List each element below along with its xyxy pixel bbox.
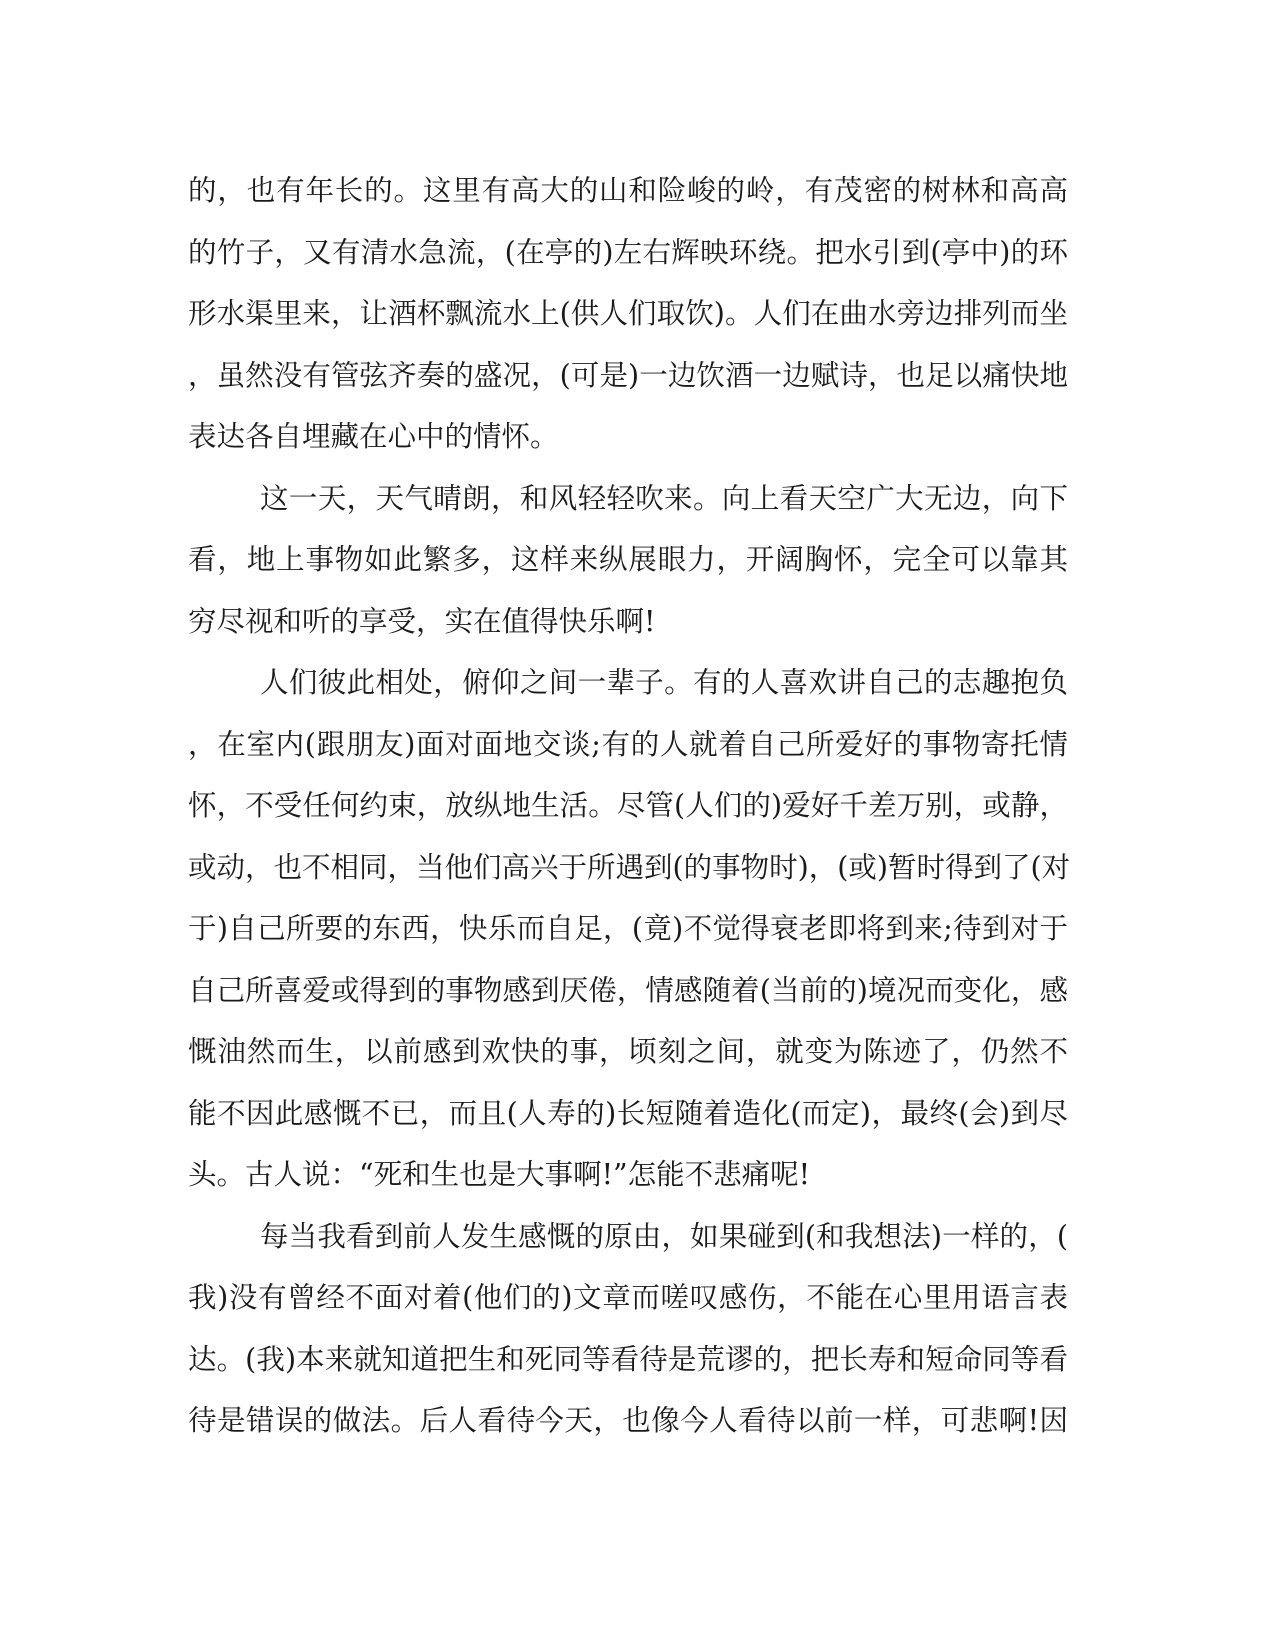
- body-text: [188, 160, 1071, 1452]
- text-line: 表达各自埋藏在心中的情怀。: [188, 420, 559, 453]
- text-line: 每当我看到前人发生感慨的原由，如果碰到(和我想法)一样的，(: [260, 1219, 1068, 1253]
- text-line: 形水渠里来，让酒杯飘流水上(供人们取饮)。人们在曲水旁边排列而坐: [188, 297, 1068, 330]
- text-line: 或动，也不相同，当他们高兴于所遇到(的事物时)，(或)暂时得到了(对: [188, 850, 1071, 884]
- text-line: 看，地上事物如此繁多，这样来纵展眼力，开阔胸怀，完全可以靠其: [188, 543, 1068, 576]
- paragraph-4: [188, 1206, 1068, 1452]
- text-line: 于)自己所要的东西，快乐而自足，(竟)不觉得衰老即将到来;待到对于: [188, 912, 1068, 945]
- text-line: 达。(我)本来就知道把生和死同等看待是荒谬的，把长寿和短命同等看: [188, 1342, 1068, 1376]
- text-line: 人们彼此相处，俯仰之间一辈子。有的人喜欢讲自己的志趣抱负: [260, 666, 1068, 699]
- text-line: 的竹子，又有清水急流，(在亭的)左右辉映环绕。把水引到(亭中)的环: [188, 235, 1068, 269]
- text-line: 怀，不受任何约束，放纵地生活。尽管(人们的)爱好千差万别，或静，: [188, 789, 1068, 822]
- text-line: 慨油然而生，以前感到欢快的事，顷刻之间，就变为陈迹了，仍然不: [188, 1035, 1068, 1068]
- text-line: ，虽然没有管弦齐奏的盛况，(可是)一边饮酒一边赋诗，也足以痛快地: [188, 358, 1068, 392]
- paragraph-2: [188, 468, 1068, 653]
- text-line: 的，也有年长的。这里有高大的山和险峻的岭，有茂密的树林和高高: [188, 174, 1068, 207]
- text-line: 我)没有曾经不面对着(他们的)文章而嗟叹感伤，不能在心里用语言表: [188, 1281, 1068, 1314]
- text-line: 能不因此感慨不已，而且(人寿的)长短随着造化(而定)，最终(会)到尽: [188, 1096, 1068, 1130]
- text-line: ，在室内(跟朋友)面对面地交谈;有的人就着自己所爱好的事物寄托情: [188, 727, 1068, 761]
- text-line: 头。古人说：“死和生也是大事啊!”怎能不悲痛呢!: [188, 1158, 811, 1191]
- text-line: 穷尽视和听的享受，实在值得快乐啊!: [188, 604, 656, 638]
- text-line: 自己所喜爱或得到的事物感到厌倦，情感随着(当前的)境况而变化，感: [188, 973, 1068, 1007]
- paragraph-3: [188, 652, 1071, 1206]
- paragraph-1: [188, 160, 1068, 468]
- text-line: 待是错误的做法。后人看待今天，也像今人看待以前一样，可悲啊!因: [188, 1404, 1068, 1437]
- text-line: 这一天，天气晴朗，和风轻轻吹来。向上看天空广大无边，向下: [260, 481, 1068, 515]
